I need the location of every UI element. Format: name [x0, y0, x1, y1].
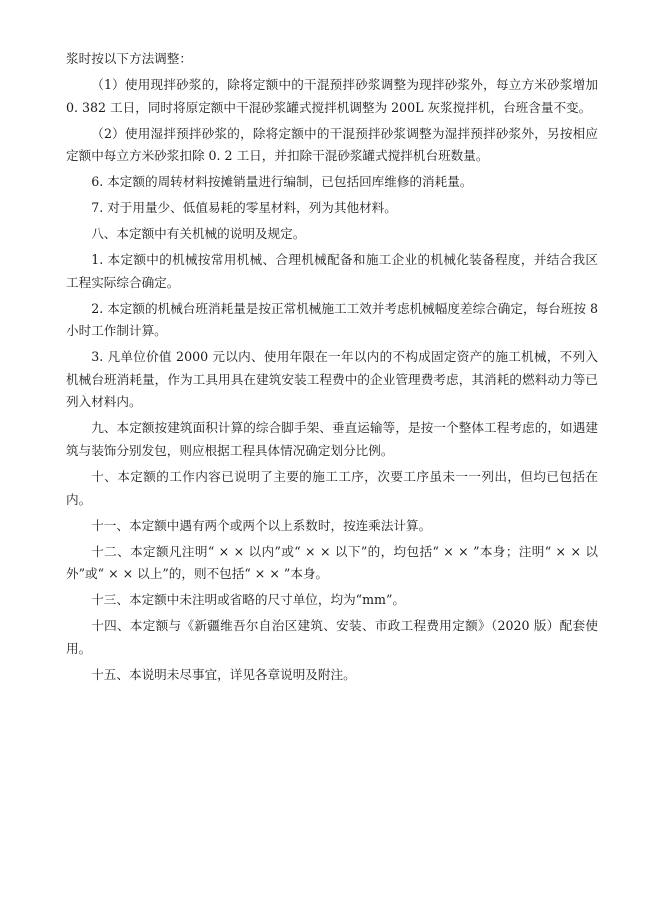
section-12: 十二、本定额凡注明“ × × 以内”或“ × × 以下”的，均包括“ × × ”本身；注明“ × × 以外”或“ × × 以上”的，则不包括“ × × ”本身。 [66, 543, 598, 582]
paragraph-mortar-wet-mixed: （2）使用湿拌预拌砂浆的，除将定额中的干混预拌砂浆调整为湿拌预拌砂浆外，另按相应定额中每立方米砂浆扣除 0. 2 工日，并扣除干混砂浆罐式搅拌机台班数量。 [66, 125, 598, 164]
paragraph-mortar-site-mixed: （1）使用现拌砂浆的，除将定额中的干混预拌砂浆调整为现拌砂浆外，每立方米砂浆增加 0. 382 工日，同时将原定额中干混砂浆罐式搅拌机调整为 200L 灰浆搅拌机，台班含量不变。 [66, 76, 598, 115]
document-body [66, 48, 598, 690]
paragraph-machinery-3: 3. 凡单位价值 2000 元以内、使用年限在一年以内的不构成固定资产的施工机械，不列入机械台班消耗量，作为工具用具在建筑安装工程费中的企业管理费考虑，其消耗的燃料动力等已列入材料内。 [66, 349, 598, 410]
section-9: 九、本定额按建筑面积计算的综合脚手架、垂直运输等，是按一个整体工程考虑的，如遇建筑与装饰分别发包，则应根据工程具体情况确定划分比例。 [66, 420, 598, 459]
paragraph-machinery-1: 1. 本定额中的机械按常用机械、合理机械配备和施工企业的机械化装备程度，并结合我区工程实际综合确定。 [66, 252, 598, 290]
section-15: 十五、本说明未尽事宜，详见各章说明及附注。 [91, 666, 356, 682]
paragraph-continuation: 浆时按以下方法调整： [66, 51, 192, 66]
paragraph-machinery-2: 2. 本定额的机械台班消耗量是按正常机械施工工效并考虑机械幅度差综合确定，每台班按 8 小时工作制计算。 [66, 300, 598, 339]
section-13: 十三、本定额中未注明或省略的尺寸单位，均为“mm”。 [91, 592, 406, 608]
section-heading-8: 八、本定额中有关机械的说明及规定。 [91, 226, 306, 242]
section-11: 十一、本定额中遇有两个或两个以上系数时，按连乘法计算。 [91, 517, 432, 533]
paragraph-item-7: 7. 对于用量少、低值易耗的零星材料，列为其他材料。 [91, 200, 397, 216]
section-14: 十四、本定额与《新疆维吾尔自治区建筑、安装、市政工程费用定额》（2020 版）配套使用。 [66, 618, 598, 656]
section-10: 十、本定额的工作内容已说明了主要的施工工序，次要工序虽未一一列出，但均已包括在内。 [66, 469, 598, 507]
paragraph-item-6: 6. 本定额的周转材料按摊销量进行编制，已包括回库维修的消耗量。 [91, 174, 473, 190]
